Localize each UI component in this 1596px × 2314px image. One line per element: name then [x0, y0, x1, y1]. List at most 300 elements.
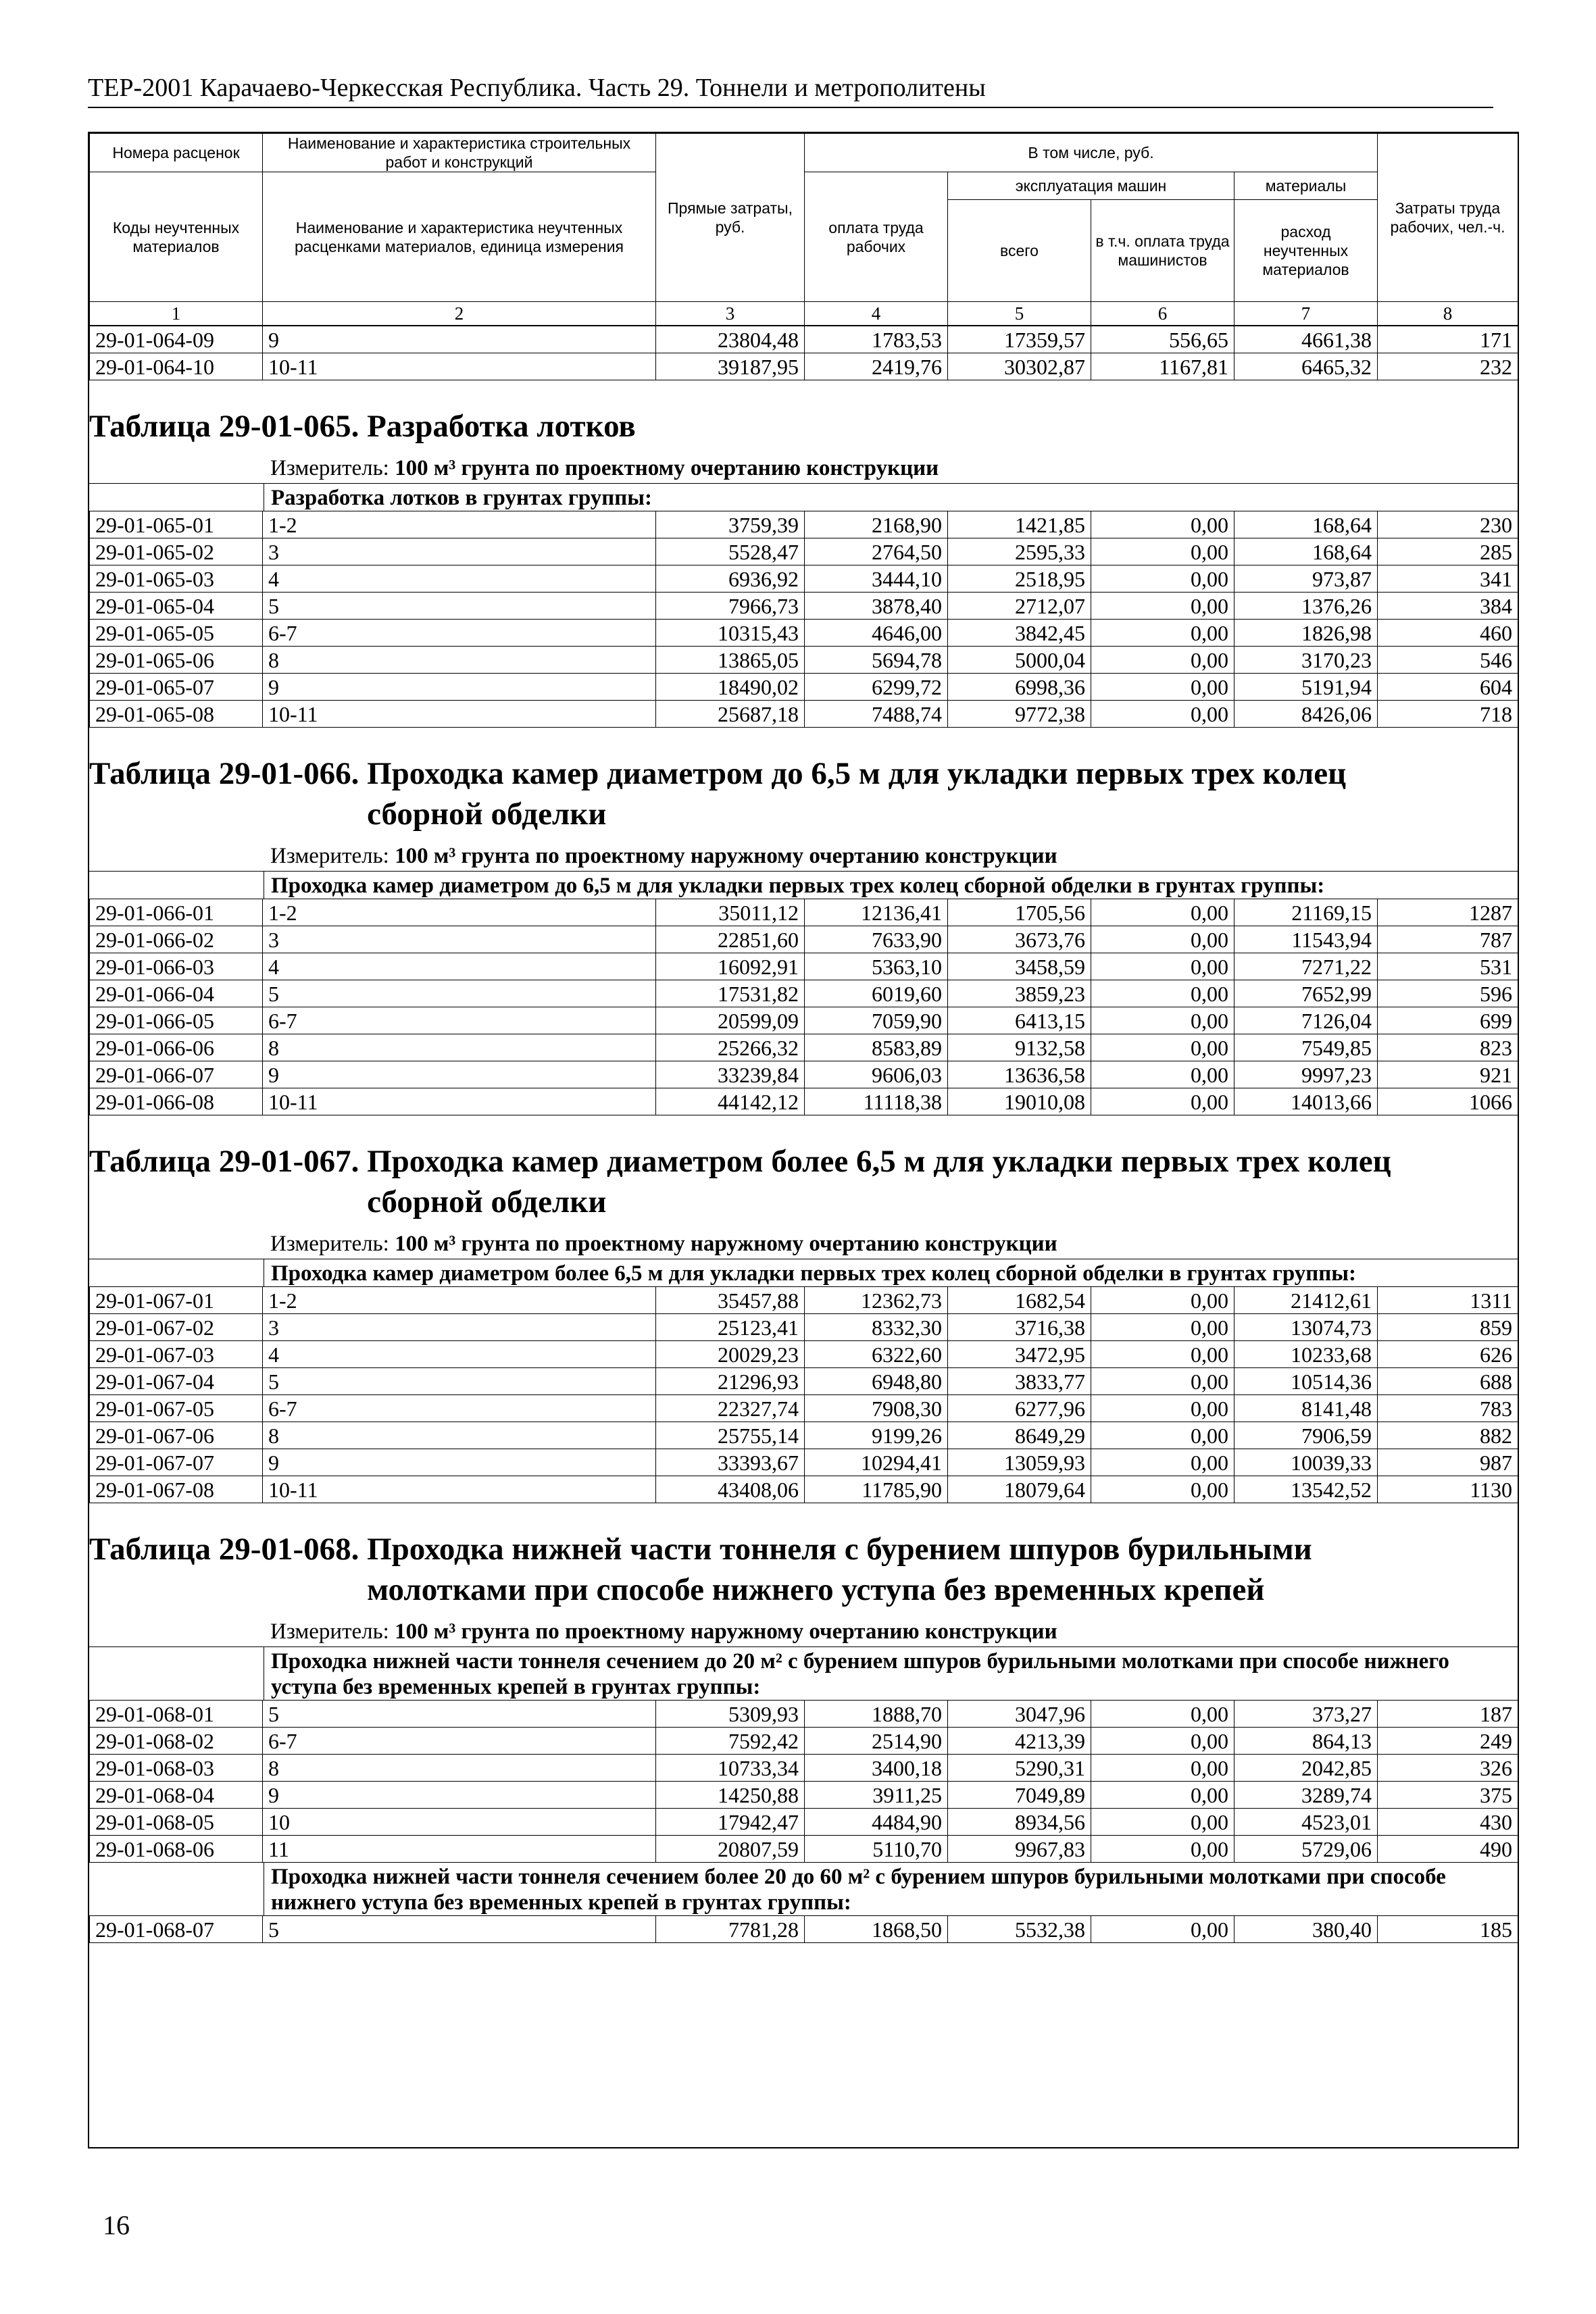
table-row	[90, 353, 1518, 380]
measure-label: Измеритель:	[270, 456, 389, 480]
value-cell: 13542,52	[1235, 1476, 1378, 1503]
value-cell: 13059,93	[948, 1449, 1091, 1476]
col-number: 7	[1235, 302, 1378, 326]
table-name: Проходка камер диаметром более 6,5 м для укладки первых трех колец сборной обделки	[367, 1144, 1391, 1219]
value-cell: 14013,66	[1235, 1088, 1378, 1115]
value-cell: 7781,28	[656, 1916, 805, 1943]
value-cell: 373,27	[1235, 1701, 1378, 1728]
value-cell: 7126,04	[1235, 1007, 1378, 1034]
value-cell: 6465,32	[1235, 353, 1378, 380]
col-number: 8	[1378, 302, 1518, 326]
value-cell: 531	[1378, 953, 1518, 980]
value-cell: 3444,10	[805, 565, 948, 593]
soil-group-cell: 10-11	[263, 1476, 656, 1503]
table-row	[90, 538, 1518, 565]
soil-group-cell: 4	[263, 953, 656, 980]
value-cell: 6948,80	[805, 1368, 948, 1395]
soil-group-cell: 9	[263, 674, 656, 701]
rate-code-cell: 29-01-067-01	[90, 1287, 263, 1314]
value-cell: 380,40	[1235, 1916, 1378, 1943]
value-cell: 8583,89	[805, 1034, 948, 1061]
table-row	[90, 1034, 1518, 1061]
value-cell: 0,00	[1091, 1088, 1235, 1115]
value-cell: 9772,38	[948, 701, 1091, 728]
value-cell: 2514,90	[805, 1728, 948, 1755]
value-cell: 6299,72	[805, 674, 948, 701]
value-cell: 5000,04	[948, 647, 1091, 674]
value-cell: 12136,41	[805, 899, 948, 926]
continued-rows-table	[89, 326, 1518, 380]
value-cell: 0,00	[1091, 1034, 1235, 1061]
col-rate-number-header: Номера расценок	[90, 134, 263, 172]
value-cell: 7592,42	[656, 1728, 805, 1755]
table-row	[90, 565, 1518, 593]
value-cell: 22851,60	[656, 926, 805, 953]
rate-code-cell: 29-01-068-02	[90, 1728, 263, 1755]
measure-label: Измеритель:	[270, 844, 389, 868]
value-cell: 859	[1378, 1314, 1518, 1341]
value-cell: 9606,03	[805, 1061, 948, 1088]
soil-group-cell: 1-2	[263, 511, 656, 538]
value-cell: 187	[1378, 1701, 1518, 1728]
measure-unit	[89, 1230, 1518, 1259]
measure-label: Измеритель:	[270, 1619, 389, 1644]
measure-value: 100 м³ грунта по проектному наружному очертанию конструкции	[395, 1232, 1057, 1256]
value-cell: 7049,89	[948, 1782, 1091, 1809]
table-title	[89, 1503, 1518, 1618]
value-cell: 171	[1378, 326, 1518, 353]
value-cell: 7488,74	[805, 701, 948, 728]
measure-unit	[89, 842, 1518, 872]
value-cell: 3047,96	[948, 1701, 1091, 1728]
value-cell: 16092,91	[656, 953, 805, 980]
table-row	[90, 1368, 1518, 1395]
table-title	[89, 728, 1518, 842]
value-cell: 3759,39	[656, 511, 805, 538]
value-cell: 10039,33	[1235, 1449, 1378, 1476]
rate-code-cell: 29-01-066-08	[90, 1088, 263, 1115]
value-cell: 25123,41	[656, 1314, 805, 1341]
value-cell: 604	[1378, 674, 1518, 701]
value-cell: 9967,83	[948, 1836, 1091, 1863]
value-cell: 1826,98	[1235, 620, 1378, 647]
table-section	[89, 728, 1518, 1115]
value-cell: 1311	[1378, 1287, 1518, 1314]
table-number: Таблица 29-01-068.	[89, 1532, 359, 1567]
value-cell: 0,00	[1091, 1287, 1235, 1314]
col-number: 4	[805, 302, 948, 326]
rate-code-cell: 29-01-068-03	[90, 1755, 263, 1782]
soil-group-cell: 9	[263, 1449, 656, 1476]
group-subtitle	[89, 484, 1518, 511]
value-cell: 341	[1378, 565, 1518, 593]
value-cell: 5729,06	[1235, 1836, 1378, 1863]
value-cell: 7059,90	[805, 1007, 948, 1034]
group-subtitle	[89, 1863, 1518, 1915]
rate-code-cell: 29-01-067-03	[90, 1341, 263, 1368]
table-row	[90, 980, 1518, 1007]
value-cell: 6936,92	[656, 565, 805, 593]
soil-group-cell: 8	[263, 1755, 656, 1782]
group-subtitle-text: Проходка нижней части тоннеля сечением до 20 м² с бурением шпуров бурильными молотками при способе нижнего уступа без временных крепей в грунтах группы:	[264, 1647, 1518, 1700]
col-machines-header: эксплуатация машин	[948, 172, 1235, 200]
soil-group-cell: 11	[263, 1836, 656, 1863]
value-cell: 864,13	[1235, 1728, 1378, 1755]
col-direct-costs-header: Прямые затраты, руб.	[656, 134, 805, 302]
value-cell: 17531,82	[656, 980, 805, 1007]
value-cell: 596	[1378, 980, 1518, 1007]
value-cell: 4523,01	[1235, 1809, 1378, 1836]
rate-code-cell: 29-01-067-02	[90, 1314, 263, 1341]
rate-code-cell: 29-01-065-06	[90, 647, 263, 674]
value-cell: 7908,30	[805, 1395, 948, 1422]
value-cell: 7549,85	[1235, 1034, 1378, 1061]
rates-table	[89, 511, 1518, 728]
value-cell: 0,00	[1091, 1368, 1235, 1395]
value-cell: 4484,90	[805, 1809, 948, 1836]
soil-group-cell: 8	[263, 1034, 656, 1061]
col-material-names-header: Наименование и характеристика неучтенных расценками материалов, единица измерения	[263, 172, 656, 302]
value-cell: 973,87	[1235, 565, 1378, 593]
rate-code-cell: 29-01-068-04	[90, 1782, 263, 1809]
table-row	[90, 1088, 1518, 1115]
soil-group-cell: 9	[263, 326, 656, 353]
table-row	[90, 593, 1518, 620]
table-row	[90, 1809, 1518, 1836]
rate-code-cell: 29-01-065-08	[90, 701, 263, 728]
value-cell: 21169,15	[1235, 899, 1378, 926]
value-cell: 168,64	[1235, 538, 1378, 565]
value-cell: 0,00	[1091, 620, 1235, 647]
rate-code-cell: 29-01-068-01	[90, 1701, 263, 1728]
value-cell: 2419,76	[805, 353, 948, 380]
value-cell: 0,00	[1091, 1395, 1235, 1422]
value-cell: 13636,58	[948, 1061, 1091, 1088]
col-material-codes-header: Коды неучтенных материалов	[90, 172, 263, 302]
table-row	[90, 1395, 1518, 1422]
value-cell: 1421,85	[948, 511, 1091, 538]
table-row	[90, 1701, 1518, 1728]
value-cell: 2595,33	[948, 538, 1091, 565]
value-cell: 25266,32	[656, 1034, 805, 1061]
measure-value: 100 м³ грунта по проектному наружному очертанию конструкции	[395, 844, 1057, 868]
table-row	[90, 1916, 1518, 1943]
value-cell: 10315,43	[656, 620, 805, 647]
value-cell: 0,00	[1091, 1836, 1235, 1863]
value-cell: 5110,70	[805, 1836, 948, 1863]
soil-group-cell: 5	[263, 593, 656, 620]
rate-code-cell: 29-01-065-07	[90, 674, 263, 701]
table-row	[90, 1755, 1518, 1782]
group-subtitle-text: Проходка камер диаметром до 6,5 м для укладки первых трех колец сборной обделки в грунтах группы:	[264, 872, 1518, 899]
value-cell: 4646,00	[805, 620, 948, 647]
column-header-table	[89, 133, 1518, 326]
soil-group-cell: 5	[263, 1701, 656, 1728]
value-cell: 4661,38	[1235, 326, 1378, 353]
table-row	[90, 1287, 1518, 1314]
value-cell: 3458,59	[948, 953, 1091, 980]
measure-unit	[89, 455, 1518, 484]
value-cell: 2712,07	[948, 593, 1091, 620]
table-row	[90, 1476, 1518, 1503]
value-cell: 384	[1378, 593, 1518, 620]
value-cell: 5290,31	[948, 1755, 1091, 1782]
value-cell: 3170,23	[1235, 647, 1378, 674]
value-cell: 11543,94	[1235, 926, 1378, 953]
table-section	[89, 1115, 1518, 1503]
table-row	[90, 1449, 1518, 1476]
col-materials-header: материалы	[1235, 172, 1378, 200]
value-cell: 0,00	[1091, 565, 1235, 593]
table-row	[90, 701, 1518, 728]
value-cell: 35457,88	[656, 1287, 805, 1314]
value-cell: 7633,90	[805, 926, 948, 953]
group-subtitle	[89, 872, 1518, 899]
value-cell: 0,00	[1091, 1916, 1235, 1943]
value-cell: 8934,56	[948, 1809, 1091, 1836]
value-cell: 0,00	[1091, 980, 1235, 1007]
value-cell: 25755,14	[656, 1422, 805, 1449]
soil-group-cell: 8	[263, 647, 656, 674]
table-name: Разработка лотков	[367, 409, 636, 444]
value-cell: 168,64	[1235, 511, 1378, 538]
value-cell: 0,00	[1091, 1809, 1235, 1836]
measure-label: Измеритель:	[270, 1232, 389, 1256]
value-cell: 688	[1378, 1368, 1518, 1395]
value-cell: 6277,96	[948, 1395, 1091, 1422]
group-subtitle	[89, 1647, 1518, 1700]
value-cell: 20029,23	[656, 1341, 805, 1368]
rate-code-cell: 29-01-067-05	[90, 1395, 263, 1422]
value-cell: 6413,15	[948, 1007, 1091, 1034]
value-cell: 21296,93	[656, 1368, 805, 1395]
table-row	[90, 1728, 1518, 1755]
rate-code-cell: 29-01-067-06	[90, 1422, 263, 1449]
value-cell: 0,00	[1091, 1314, 1235, 1341]
value-cell: 0,00	[1091, 593, 1235, 620]
value-cell: 0,00	[1091, 1755, 1235, 1782]
table-section	[89, 380, 1518, 728]
col-number: 2	[263, 302, 656, 326]
value-cell: 3859,23	[948, 980, 1091, 1007]
measure-value: 100 м³ грунта по проектному очертанию конструкции	[395, 456, 939, 480]
value-cell: 3833,77	[948, 1368, 1091, 1395]
table-name: Проходка камер диаметром до 6,5 м для укладки первых трех колец сборной обделки	[367, 756, 1347, 832]
value-cell: 249	[1378, 1728, 1518, 1755]
value-cell: 1868,50	[805, 1916, 948, 1943]
value-cell: 17942,47	[656, 1809, 805, 1836]
rates-table	[89, 1700, 1518, 1863]
rate-code-cell: 29-01-066-06	[90, 1034, 263, 1061]
rate-code-cell: 29-01-066-04	[90, 980, 263, 1007]
value-cell: 0,00	[1091, 701, 1235, 728]
value-cell: 0,00	[1091, 926, 1235, 953]
table-row	[90, 1782, 1518, 1809]
table-section	[89, 1503, 1518, 1943]
value-cell: 556,65	[1091, 326, 1235, 353]
table-row	[90, 674, 1518, 701]
soil-group-cell: 3	[263, 926, 656, 953]
value-cell: 460	[1378, 620, 1518, 647]
value-cell: 23804,48	[656, 326, 805, 353]
table-row	[90, 1422, 1518, 1449]
value-cell: 1167,81	[1091, 353, 1235, 380]
measure-value: 100 м³ грунта по проектному наружному очертанию конструкции	[395, 1619, 1057, 1644]
rate-code-cell: 29-01-065-01	[90, 511, 263, 538]
soil-group-cell: 8	[263, 1422, 656, 1449]
value-cell: 25687,18	[656, 701, 805, 728]
soil-group-cell: 10-11	[263, 353, 656, 380]
group-subtitle-text: Проходка камер диаметром более 6,5 м для укладки первых трех колец сборной обделки в грунтах группы:	[264, 1259, 1518, 1286]
value-cell: 0,00	[1091, 511, 1235, 538]
value-cell: 10233,68	[1235, 1341, 1378, 1368]
value-cell: 1066	[1378, 1088, 1518, 1115]
value-cell: 921	[1378, 1061, 1518, 1088]
value-cell: 4213,39	[948, 1728, 1091, 1755]
rate-code-cell: 29-01-065-05	[90, 620, 263, 647]
value-cell: 783	[1378, 1395, 1518, 1422]
page-header: ТЕР-2001 Карачаево-Черкесская Республика. Часть 29. Тоннели и метрополитены	[88, 73, 1493, 108]
rate-code-cell: 29-01-066-03	[90, 953, 263, 980]
rate-code-cell: 29-01-067-04	[90, 1368, 263, 1395]
value-cell: 0,00	[1091, 1782, 1235, 1809]
soil-group-cell: 9	[263, 1782, 656, 1809]
table-row	[90, 647, 1518, 674]
rate-code-cell: 29-01-066-02	[90, 926, 263, 953]
value-cell: 987	[1378, 1449, 1518, 1476]
value-cell: 19010,08	[948, 1088, 1091, 1115]
value-cell: 14250,88	[656, 1782, 805, 1809]
value-cell: 0,00	[1091, 538, 1235, 565]
value-cell: 699	[1378, 1007, 1518, 1034]
value-cell: 13865,05	[656, 647, 805, 674]
value-cell: 30302,87	[948, 353, 1091, 380]
value-cell: 1783,53	[805, 326, 948, 353]
soil-group-cell: 1-2	[263, 899, 656, 926]
value-cell: 35011,12	[656, 899, 805, 926]
value-cell: 0,00	[1091, 1007, 1235, 1034]
value-cell: 9132,58	[948, 1034, 1091, 1061]
value-cell: 0,00	[1091, 953, 1235, 980]
value-cell: 3400,18	[805, 1755, 948, 1782]
value-cell: 2042,85	[1235, 1755, 1378, 1782]
col-including-header: В том числе, руб.	[805, 134, 1378, 172]
table-row	[90, 1341, 1518, 1368]
soil-group-cell: 3	[263, 1314, 656, 1341]
value-cell: 9199,26	[805, 1422, 948, 1449]
table-row	[90, 953, 1518, 980]
rate-code-cell: 29-01-065-03	[90, 565, 263, 593]
table-row	[90, 620, 1518, 647]
value-cell: 9997,23	[1235, 1061, 1378, 1088]
value-cell: 10514,36	[1235, 1368, 1378, 1395]
rate-code-cell: 29-01-064-09	[90, 326, 263, 353]
value-cell: 10733,34	[656, 1755, 805, 1782]
value-cell: 0,00	[1091, 647, 1235, 674]
col-number: 5	[948, 302, 1091, 326]
value-cell: 3842,45	[948, 620, 1091, 647]
value-cell: 22327,74	[656, 1395, 805, 1422]
value-cell: 2518,95	[948, 565, 1091, 593]
value-cell: 0,00	[1091, 899, 1235, 926]
soil-group-cell: 5	[263, 1916, 656, 1943]
value-cell: 285	[1378, 538, 1518, 565]
value-cell: 10294,41	[805, 1449, 948, 1476]
col-number: 3	[656, 302, 805, 326]
value-cell: 33393,67	[656, 1449, 805, 1476]
soil-group-cell: 10	[263, 1809, 656, 1836]
value-cell: 0,00	[1091, 674, 1235, 701]
value-cell: 2168,90	[805, 511, 948, 538]
value-cell: 5191,94	[1235, 674, 1378, 701]
value-cell: 882	[1378, 1422, 1518, 1449]
table-title	[89, 1115, 1518, 1230]
value-cell: 230	[1378, 511, 1518, 538]
value-cell: 0,00	[1091, 1061, 1235, 1088]
value-cell: 1287	[1378, 899, 1518, 926]
soil-group-cell: 3	[263, 538, 656, 565]
value-cell: 185	[1378, 1916, 1518, 1943]
value-cell: 7652,99	[1235, 980, 1378, 1007]
value-cell: 232	[1378, 353, 1518, 380]
col-material-use-header: расход неучтенных материалов	[1235, 200, 1378, 302]
table-row	[90, 326, 1518, 353]
col-labor-header: Затраты труда рабочих, чел.-ч.	[1378, 134, 1518, 302]
col-worker-pay-header: оплата труда рабочих	[805, 172, 948, 302]
rate-code-cell: 29-01-068-05	[90, 1809, 263, 1836]
value-cell: 21412,61	[1235, 1287, 1378, 1314]
col-machines-total-header: всего	[948, 200, 1091, 302]
value-cell: 430	[1378, 1809, 1518, 1836]
value-cell: 18490,02	[656, 674, 805, 701]
value-cell: 12362,73	[805, 1287, 948, 1314]
value-cell: 0,00	[1091, 1341, 1235, 1368]
soil-group-cell: 6-7	[263, 620, 656, 647]
rate-code-cell: 29-01-067-08	[90, 1476, 263, 1503]
value-cell: 39187,95	[656, 353, 805, 380]
col-work-name-header: Наименование и характеристика строительных работ и конструкций	[263, 134, 656, 172]
table-row	[90, 1007, 1518, 1034]
main-table-frame	[88, 132, 1519, 2148]
soil-group-cell: 4	[263, 1341, 656, 1368]
rate-code-cell: 29-01-065-02	[90, 538, 263, 565]
soil-group-cell: 6-7	[263, 1728, 656, 1755]
value-cell: 0,00	[1091, 1728, 1235, 1755]
value-cell: 0,00	[1091, 1422, 1235, 1449]
table-row	[90, 899, 1518, 926]
value-cell: 326	[1378, 1755, 1518, 1782]
value-cell: 13074,73	[1235, 1314, 1378, 1341]
value-cell: 18079,64	[948, 1476, 1091, 1503]
rate-code-cell: 29-01-068-06	[90, 1836, 263, 1863]
rates-table	[89, 1286, 1518, 1503]
value-cell: 43408,06	[656, 1476, 805, 1503]
value-cell: 2764,50	[805, 538, 948, 565]
value-cell: 6019,60	[805, 980, 948, 1007]
value-cell: 5309,93	[656, 1701, 805, 1728]
value-cell: 375	[1378, 1782, 1518, 1809]
soil-group-cell: 6-7	[263, 1395, 656, 1422]
table-row	[90, 926, 1518, 953]
rate-code-cell: 29-01-066-05	[90, 1007, 263, 1034]
value-cell: 1130	[1378, 1476, 1518, 1503]
value-cell: 718	[1378, 701, 1518, 728]
rate-code-cell: 29-01-065-04	[90, 593, 263, 620]
value-cell: 546	[1378, 647, 1518, 674]
value-cell: 1376,26	[1235, 593, 1378, 620]
soil-group-cell: 9	[263, 1061, 656, 1088]
value-cell: 20807,59	[656, 1836, 805, 1863]
